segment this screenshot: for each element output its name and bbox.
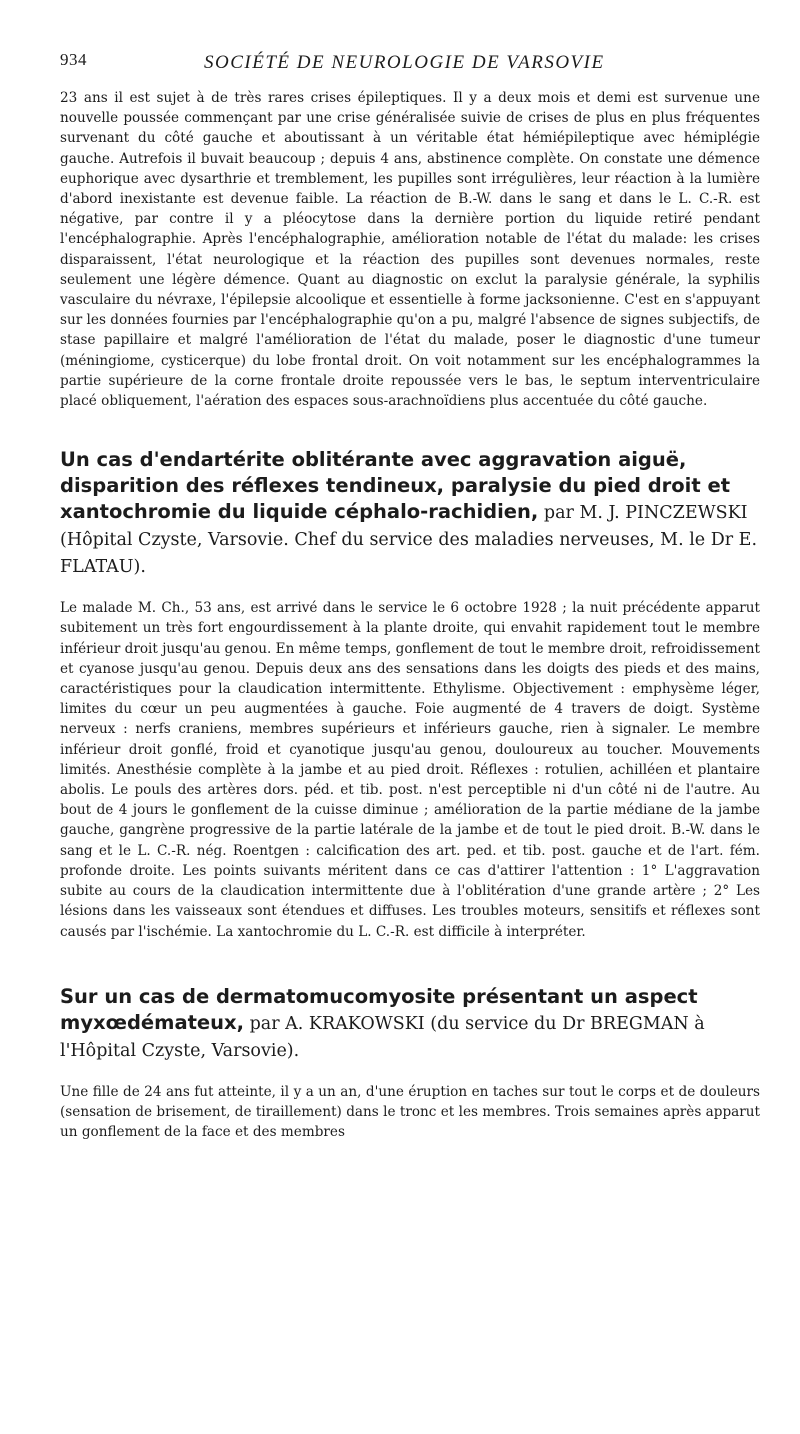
article-title: Sur un cas de dermatomucomyosite présentant un aspect myxœdémateux, [60,984,698,1034]
continued-paragraph: 23 ans il est sujet à de très rares crises épileptiques. Il y a deux mois et demi est survenue une nouvelle poussée commençant par une crise généralisée suivie de crises de plus en plus fréquentes survenant du côté gauche et aboutissant à un véritable état hémiépileptique avec hémiplégie gauche. Autrefois il buvait beaucoup ; depuis 4 ans, abstinence complète. On constate une démence euphorique avec dysarthrie et tremblement, les pupilles sont irrégulières, leur réaction à la lumière d'abord inexistante est devenue faible. La réaction de B.-W. dans le sang et dans le L. C.-R. est négative, par contre il y a pléocytose dans la dernière portion du liquide retiré pendant l'encéphalographie. Après l'encéphalographie, amélioration notable de l'état du malade: les crises disparaissent, l'état neurologique et la réaction des pupilles sont devenues normales, reste seulement une légère démence. Quant au diagnostic on exclut la paralysie générale, la syphilis vasculaire du névraxe, l'épilepsie alcoolique et essentielle à forme jacksonienne. C'est en s'appuyant sur les données fournies par l'encéphalographie qu'on a pu, malgré l'absence de signes subjectifs, de stase papillaire et malgré l'amélioration de l'état du malade, poser le diagnostic d'une tumeur (méningiome, cysticerque) du lobe frontal droit. On voit notamment sur les encéphalogrammes la partie supérieure de la corne frontale droite repoussée vers le bas, le septum interventriculaire placé obliquement, l'aération des espaces sous-arachnoïdiens plus accentuée du côté gauche. [60,90,760,410]
article-heading [60,447,760,580]
running-head [60,50,760,80]
article-body: Le malade M. Ch., 53 ans, est arrivé dans le service le 6 octobre 1928 ; la nuit précédente apparut subitement un très fort engourdissement à la plante droite, qui envahit rapidement tout le membre inférieur droit jusqu'au genou. En même temps, gonflement de tout le membre droit, refroidissement et cyanose jusqu'au genou. Depuis deux ans des sensations dans les doigts des pieds et des mains, caractéristiques pour la claudication intermittente. Ethylisme. Objectivement : emphysème léger, limites du cœur un peu augmentées à gauche. Foie augmenté de 4 travers de doigt. Système nerveux : nerfs craniens, membres supérieurs et inférieurs gauche, rien à signaler. Le membre inférieur droit gonflé, froid et cyanotique jusqu'au genou, douloureux au toucher. Mouvements limités. Anesthésie complète à la jambe et au pied droit. Réflexes : rotulien, achilléen et plantaire abolis. Le pouls des artères dors. péd. et tib. post. n'est perceptible ni d'un côté ni de l'autre. Au bout de 4 jours le gonflement de la cuisse diminue ; amélioration de la partie médiane de la jambe gauche, gangrène progressive de la partie latérale de la jambe et de tout le pied droit. B.-W. dans le sang et le L. C.-R. nég. Roentgen : calcification des art. ped. et tib. post. gauche et de l'art. fém. profonde droite. Les points suivants méritent dans ce cas d'attirer l'attention : 1° L'aggravation subite au cours de la claudication intermittente due à l'oblitération d'une grande artère ; 2° Les lésions dans les vaisseaux sont étendues et diffuses. Les troubles moteurs, sensitifs et réflexes sont causés par l'ischémie. La xantochromie du L. C.-R. est difficile à interpréter. [60,600,760,940]
article-byline: par A. KRAKOWSKI (du service du Dr BREGMAN à l'Hôpital Czyste, Varsovie). [60,1013,705,1061]
article-byline: par M. J. PINCZEWSKI (Hôpital Czyste, Varsovie. Chef du service des maladies nerveuses, M. le Dr E. FLATAU). [60,503,758,578]
journal-title: SOCIÉTÉ DE NEUROLOGIE DE VARSOVIE [204,52,605,73]
journal-page [60,50,760,1142]
article-heading [60,984,760,1064]
article-title: Un cas d'endartérite oblitérante avec aggravation aiguë, disparition des réflexes tendineux, paralysie du pied droit et xantochromie du liquide céphalo-rachidien, [60,448,731,524]
article-body: Une fille de 24 ans fut atteinte, il y a un an, d'une éruption en taches sur tout le corps et de douleurs (sensation de brisement, de tiraillement) dans le tronc et les membres. Trois semaines après apparut un gonflement de la face et des membres [60,1083,760,1141]
page-number: 934 [60,50,87,69]
